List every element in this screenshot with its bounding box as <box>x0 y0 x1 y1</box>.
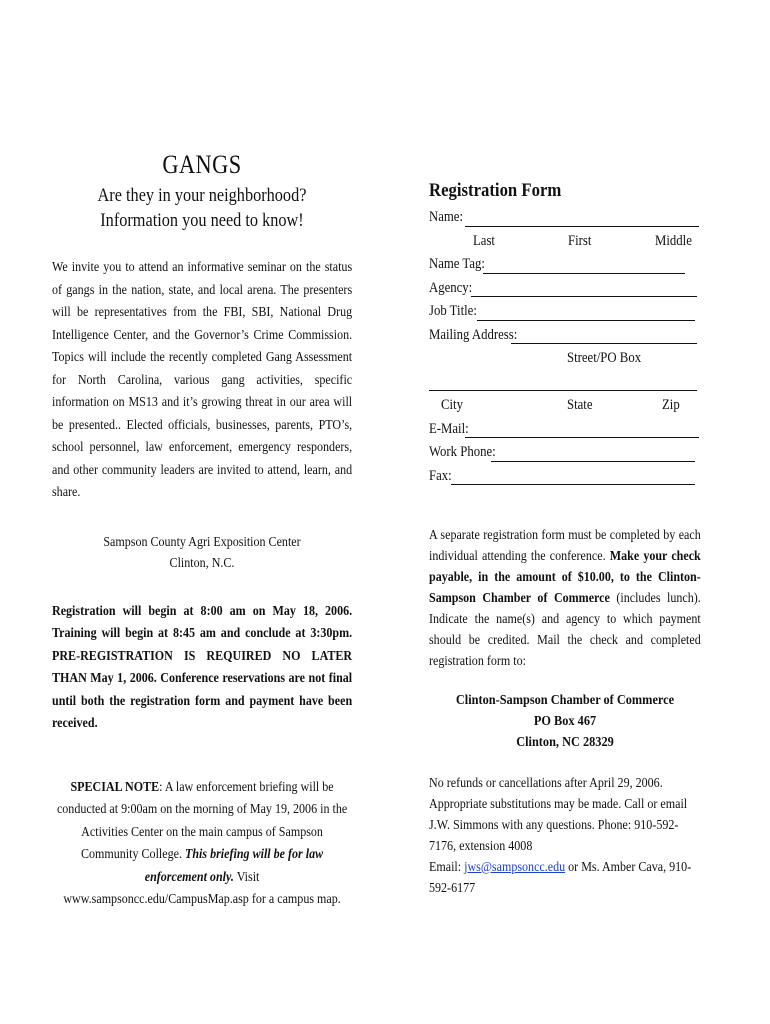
fax-line[interactable] <box>451 484 695 485</box>
special-note-text-1: : A law enforcement briefing will be conducted at 9:00am on the morning of May 19, 2006 in the Activities Center on the main campus of Sampson Community College. <box>56 779 348 862</box>
email-label: E-Mail: <box>429 420 469 437</box>
city-sub: City <box>441 397 463 413</box>
city-state-zip-subfields <box>429 394 701 418</box>
venue-name: Sampson County Agri Exposition Center <box>103 534 301 550</box>
city-state-zip-line[interactable] <box>429 390 697 391</box>
work-phone-label: Work Phone: <box>429 444 496 460</box>
form-fields <box>429 206 701 488</box>
email-suffix: or Ms. Amber Cava, 910-592-6177 <box>429 860 692 896</box>
special-note-label: SPECIAL NOTE <box>70 779 160 795</box>
special-note-text-2: Visit www.sampsoncc.edu/CampusMap.asp for a campus map. <box>63 869 341 907</box>
refund-text: No refunds or cancellations after April 29, 2006. Appropriate substitutions may be made. Call or email J.W. Simmons with any questions. Phone: 910-592-7176, extension 4008 <box>429 776 688 854</box>
agency-line[interactable] <box>471 296 697 297</box>
city-state-zip-field[interactable] <box>429 371 701 395</box>
subtitle-line-2: Information you need to know! <box>100 211 304 231</box>
job-title-field[interactable] <box>429 300 701 324</box>
mailing-address-line[interactable] <box>511 343 697 344</box>
name-tag-line[interactable] <box>483 273 685 274</box>
form-title: Registration Form <box>429 180 562 201</box>
mailing-address-block <box>445 690 684 753</box>
page-title: GANGS <box>162 150 242 179</box>
special-note <box>52 777 352 912</box>
venue-city: Clinton, N.C. <box>169 555 235 571</box>
venue-block <box>73 532 331 574</box>
intro-paragraph: We invite you to attend an informative seminar on the status of gangs in the nation, state, and local arena. The presenters will be representatives from the FBI, SBI, National Drug Intelligence Center, and the Governor’s Crime Commission. Topics will include the recently completed Gang Assessment for North Carolina, various gang activities, specific information on MS13 and it’s growing threat in our area will be presented.. Elected officials, businesses, parents, PTO’s, school personnel, law enforcement, emergency responders, and other community leaders are invited to attend, learn, and share. <box>52 260 353 500</box>
payment-instructions <box>429 525 701 672</box>
mailing-address-field[interactable] <box>429 324 701 348</box>
job-title-line[interactable] <box>477 320 695 321</box>
left-column <box>52 150 352 912</box>
email-prefix: Email: <box>429 860 465 875</box>
fax-label: Fax: <box>429 467 452 484</box>
contact-email-line <box>429 857 701 899</box>
name-sub-last: Last <box>473 232 495 249</box>
instructions-text-1: A separate registration form must be completed by each individual attending the conference. <box>429 528 701 564</box>
address-line-3: Clinton, NC 28329 <box>516 735 614 750</box>
work-phone-field[interactable] <box>429 441 701 465</box>
name-subfields <box>429 230 701 254</box>
zip-sub: Zip <box>662 397 680 413</box>
job-title-label: Job Title: <box>429 303 477 319</box>
name-line[interactable] <box>465 226 699 227</box>
mailing-address-label: Mailing Address: <box>429 326 518 343</box>
fax-field[interactable] <box>429 465 701 489</box>
name-sub-first: First <box>568 232 592 249</box>
name-sub-middle: Middle <box>655 232 692 249</box>
instructions-bold: Make your check payable, in the amount of $10.00, to the Clinton-Sampson Chamber of Commerce <box>429 549 701 606</box>
name-field[interactable] <box>429 206 701 230</box>
name-label: Name: <box>429 209 464 225</box>
special-note-emphasis: This briefing will be for law enforcement only. <box>144 847 324 885</box>
instructions-text-2: (includes lunch). Indicate the name(s) and agency to which payment should be credited. Mail the check and completed registration form to: <box>429 591 701 669</box>
agency-label: Agency: <box>429 279 473 296</box>
name-tag-field[interactable] <box>429 253 701 277</box>
registration-note: Registration will begin at 8:00 am on May 18, 2006. Training will begin at 8:45 am and conclude at 3:30pm. PRE-REGISTRATION IS REQUIRED NO LATER THAN May 1, 2006. Conference reservations are not final until both the registration form and payment have been received. <box>52 603 353 731</box>
street-po-box-sub: Street/PO Box <box>567 350 642 366</box>
name-tag-label: Name Tag: <box>429 256 485 272</box>
email-line[interactable] <box>465 437 699 438</box>
subtitle <box>70 184 334 234</box>
registration-form <box>429 180 701 899</box>
state-sub: State <box>567 397 593 413</box>
mailing-subfield <box>429 347 701 371</box>
work-phone-line[interactable] <box>491 461 695 462</box>
address-line-1: Clinton-Sampson Chamber of Commerce <box>455 693 675 708</box>
address-line-2: PO Box 467 <box>533 714 597 729</box>
refund-policy <box>429 773 701 899</box>
subtitle-line-1: Are they in your neighborhood? <box>97 186 307 206</box>
agency-field[interactable] <box>429 277 701 301</box>
email-field[interactable] <box>429 418 701 442</box>
email-link[interactable]: jws@sampsoncc.edu <box>464 860 566 875</box>
